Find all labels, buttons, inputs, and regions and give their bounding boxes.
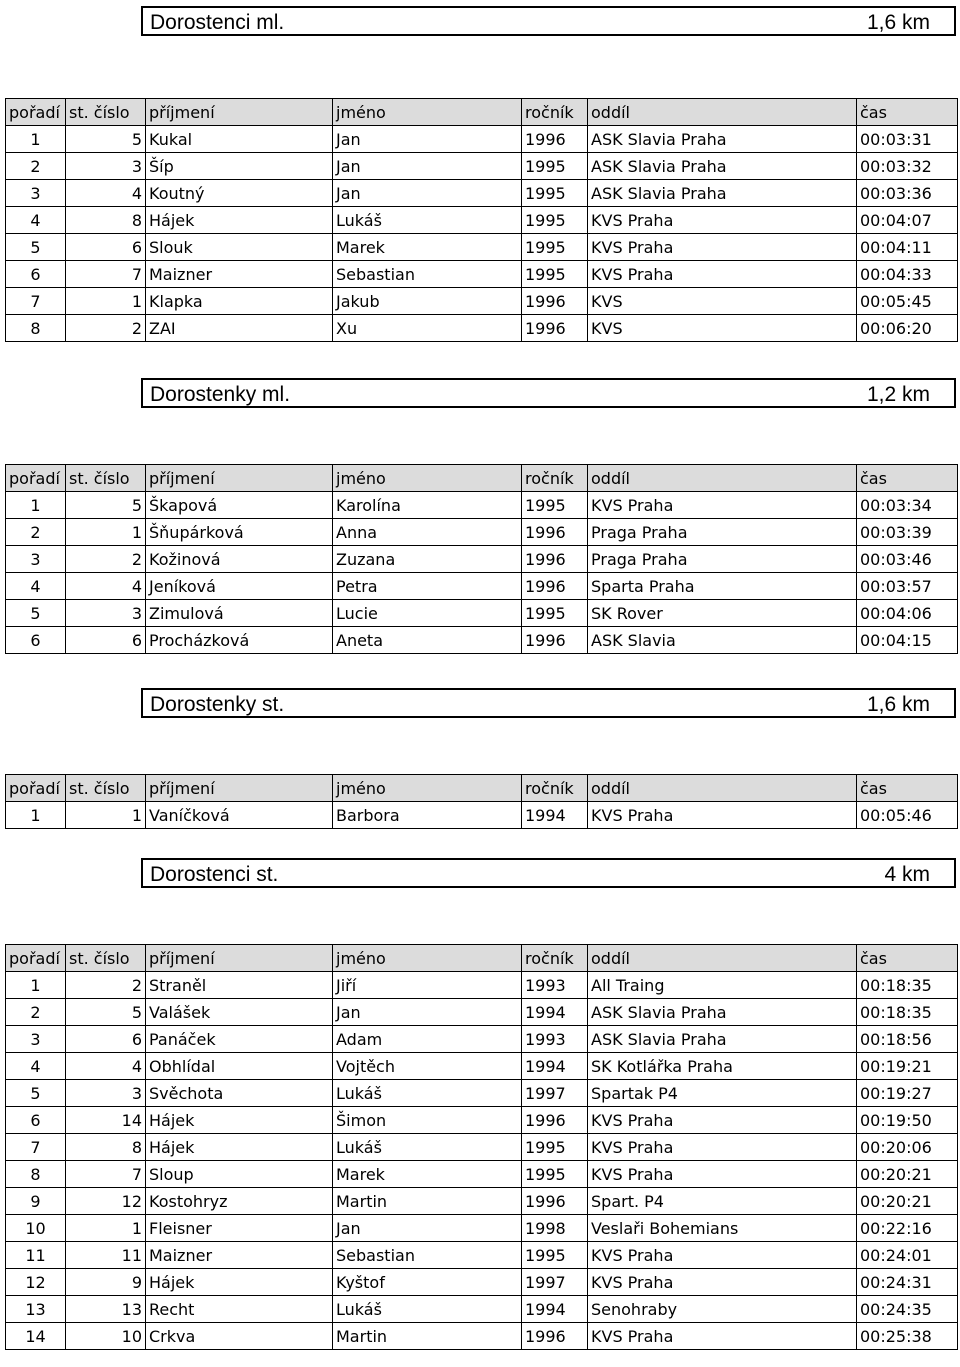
start-number-cell: 1: [66, 1215, 146, 1242]
surname-cell: Škapová: [146, 492, 333, 519]
first-name-cell: Lukáš: [333, 1296, 522, 1323]
start-number-cell: 12: [66, 1188, 146, 1215]
birth-year-cell: 1996: [522, 573, 588, 600]
time-cell: 00:04:06: [857, 600, 958, 627]
results-table: [5, 98, 958, 342]
club-cell: KVS Praha: [588, 207, 857, 234]
section-title: [141, 858, 956, 888]
time-cell: 00:05:45: [857, 288, 958, 315]
table-row: [6, 546, 958, 573]
birth-year-cell: 1996: [522, 1188, 588, 1215]
column-header-club: oddíl: [588, 775, 857, 802]
table-row: [6, 1242, 958, 1269]
table-row: [6, 1188, 958, 1215]
birth-year-cell: 1996: [522, 1323, 588, 1350]
column-header-first-name: jméno: [333, 945, 522, 972]
club-cell: All Traing: [588, 972, 857, 999]
position-cell: 7: [6, 1134, 66, 1161]
column-header-time: čas: [857, 775, 958, 802]
surname-cell: Obhlídal: [146, 1053, 333, 1080]
table-row: [6, 627, 958, 654]
table-row: [6, 1026, 958, 1053]
birth-year-cell: 1995: [522, 492, 588, 519]
time-cell: 00:03:34: [857, 492, 958, 519]
first-name-cell: Karolína: [333, 492, 522, 519]
column-header-start-number: st. číslo: [66, 465, 146, 492]
time-cell: 00:24:35: [857, 1296, 958, 1323]
surname-cell: Šíp: [146, 153, 333, 180]
column-header-time: čas: [857, 465, 958, 492]
time-cell: 00:20:06: [857, 1134, 958, 1161]
position-cell: 1: [6, 972, 66, 999]
first-name-cell: Zuzana: [333, 546, 522, 573]
surname-cell: Recht: [146, 1296, 333, 1323]
club-cell: KVS: [588, 288, 857, 315]
surname-cell: Maizner: [146, 261, 333, 288]
start-number-cell: 1: [66, 802, 146, 829]
time-cell: 00:19:27: [857, 1080, 958, 1107]
first-name-cell: Anna: [333, 519, 522, 546]
time-cell: 00:05:46: [857, 802, 958, 829]
start-number-cell: 5: [66, 999, 146, 1026]
surname-cell: Vaníčková: [146, 802, 333, 829]
position-cell: 1: [6, 802, 66, 829]
start-number-cell: 2: [66, 315, 146, 342]
club-cell: KVS Praha: [588, 1269, 857, 1296]
club-cell: SK Rover: [588, 600, 857, 627]
start-number-cell: 5: [66, 492, 146, 519]
start-number-cell: 2: [66, 546, 146, 573]
club-cell: KVS Praha: [588, 1107, 857, 1134]
club-cell: KVS Praha: [588, 1134, 857, 1161]
category-name: Dorostenky ml.: [150, 383, 291, 406]
birth-year-cell: 1996: [522, 315, 588, 342]
table-header-row: [6, 945, 958, 972]
position-cell: 4: [6, 1053, 66, 1080]
column-header-position: pořadí: [6, 775, 66, 802]
table-row: [6, 126, 958, 153]
time-cell: 00:06:20: [857, 315, 958, 342]
club-cell: KVS Praha: [588, 234, 857, 261]
club-cell: SK Kotlářka Praha: [588, 1053, 857, 1080]
table-row: [6, 492, 958, 519]
surname-cell: Hájek: [146, 1107, 333, 1134]
time-cell: 00:18:35: [857, 972, 958, 999]
position-cell: 2: [6, 153, 66, 180]
position-cell: 5: [6, 600, 66, 627]
column-header-surname: příjmení: [146, 775, 333, 802]
column-header-start-number: st. číslo: [66, 945, 146, 972]
position-cell: 8: [6, 1161, 66, 1188]
column-header-position: pořadí: [6, 945, 66, 972]
surname-cell: Slouk: [146, 234, 333, 261]
column-header-position: pořadí: [6, 465, 66, 492]
birth-year-cell: 1995: [522, 261, 588, 288]
time-cell: 00:20:21: [857, 1188, 958, 1215]
position-cell: 3: [6, 180, 66, 207]
position-cell: 6: [6, 1107, 66, 1134]
club-cell: Praga Praha: [588, 546, 857, 573]
table-row: [6, 1215, 958, 1242]
position-cell: 1: [6, 492, 66, 519]
club-cell: KVS Praha: [588, 802, 857, 829]
column-header-club: oddíl: [588, 945, 857, 972]
birth-year-cell: 1995: [522, 1161, 588, 1188]
table-row: [6, 600, 958, 627]
table-row: [6, 1296, 958, 1323]
start-number-cell: 4: [66, 573, 146, 600]
table-row: [6, 999, 958, 1026]
birth-year-cell: 1995: [522, 153, 588, 180]
column-header-start-number: st. číslo: [66, 775, 146, 802]
table-header-row: [6, 465, 958, 492]
time-cell: 00:19:50: [857, 1107, 958, 1134]
table-row: [6, 1269, 958, 1296]
position-cell: 6: [6, 261, 66, 288]
first-name-cell: Marek: [333, 1161, 522, 1188]
section-title: [141, 6, 956, 36]
results-table: [5, 774, 958, 829]
club-cell: ASK Slavia Praha: [588, 180, 857, 207]
birth-year-cell: 1996: [522, 126, 588, 153]
time-cell: 00:04:07: [857, 207, 958, 234]
first-name-cell: Jiří: [333, 972, 522, 999]
surname-cell: Jeníková: [146, 573, 333, 600]
surname-cell: Klapka: [146, 288, 333, 315]
surname-cell: Hájek: [146, 1269, 333, 1296]
first-name-cell: Jan: [333, 153, 522, 180]
column-header-first-name: jméno: [333, 99, 522, 126]
club-cell: Senohraby: [588, 1296, 857, 1323]
results-table: [5, 944, 958, 1350]
start-number-cell: 2: [66, 972, 146, 999]
surname-cell: Procházková: [146, 627, 333, 654]
first-name-cell: Šimon: [333, 1107, 522, 1134]
club-cell: KVS Praha: [588, 1323, 857, 1350]
club-cell: KVS Praha: [588, 261, 857, 288]
category-name: Dorostenci st.: [150, 863, 279, 886]
column-header-birth-year: ročník: [522, 465, 588, 492]
birth-year-cell: 1995: [522, 207, 588, 234]
race-distance: 1,6 km: [866, 11, 930, 34]
position-cell: 11: [6, 1242, 66, 1269]
first-name-cell: Marek: [333, 234, 522, 261]
position-cell: 5: [6, 234, 66, 261]
birth-year-cell: 1995: [522, 234, 588, 261]
time-cell: 00:04:33: [857, 261, 958, 288]
table-header-row: [6, 775, 958, 802]
start-number-cell: 6: [66, 1026, 146, 1053]
time-cell: 00:22:16: [857, 1215, 958, 1242]
surname-cell: Crkva: [146, 1323, 333, 1350]
column-header-time: čas: [857, 945, 958, 972]
birth-year-cell: 1994: [522, 802, 588, 829]
first-name-cell: Barbora: [333, 802, 522, 829]
position-cell: 14: [6, 1323, 66, 1350]
first-name-cell: Jan: [333, 1215, 522, 1242]
position-cell: 5: [6, 1080, 66, 1107]
birth-year-cell: 1997: [522, 1080, 588, 1107]
birth-year-cell: 1993: [522, 1026, 588, 1053]
race-distance: 1,6 km: [866, 693, 930, 716]
results-table: [5, 464, 958, 654]
position-cell: 4: [6, 207, 66, 234]
first-name-cell: Sebastian: [333, 1242, 522, 1269]
position-cell: 12: [6, 1269, 66, 1296]
race-distance: 1,2 km: [866, 383, 930, 406]
first-name-cell: Lukáš: [333, 1134, 522, 1161]
section-title: [141, 378, 956, 408]
first-name-cell: Jan: [333, 180, 522, 207]
time-cell: 00:03:31: [857, 126, 958, 153]
column-header-first-name: jméno: [333, 465, 522, 492]
first-name-cell: Petra: [333, 573, 522, 600]
start-number-cell: 7: [66, 261, 146, 288]
start-number-cell: 1: [66, 519, 146, 546]
column-header-club: oddíl: [588, 465, 857, 492]
first-name-cell: Lucie: [333, 600, 522, 627]
start-number-cell: 6: [66, 627, 146, 654]
club-cell: ASK Slavia Praha: [588, 126, 857, 153]
surname-cell: Hájek: [146, 1134, 333, 1161]
time-cell: 00:03:36: [857, 180, 958, 207]
start-number-cell: 7: [66, 1161, 146, 1188]
start-number-cell: 8: [66, 1134, 146, 1161]
time-cell: 00:20:21: [857, 1161, 958, 1188]
table-row: [6, 519, 958, 546]
time-cell: 00:25:38: [857, 1323, 958, 1350]
column-header-time: čas: [857, 99, 958, 126]
column-header-birth-year: ročník: [522, 99, 588, 126]
surname-cell: Kostohryz: [146, 1188, 333, 1215]
start-number-cell: 1: [66, 288, 146, 315]
surname-cell: ZAI: [146, 315, 333, 342]
club-cell: Veslaři Bohemians: [588, 1215, 857, 1242]
club-cell: KVS: [588, 315, 857, 342]
surname-cell: Zimulová: [146, 600, 333, 627]
birth-year-cell: 1996: [522, 546, 588, 573]
time-cell: 00:18:35: [857, 999, 958, 1026]
surname-cell: Fleisner: [146, 1215, 333, 1242]
surname-cell: Svěchota: [146, 1080, 333, 1107]
birth-year-cell: 1996: [522, 627, 588, 654]
first-name-cell: Jakub: [333, 288, 522, 315]
first-name-cell: Sebastian: [333, 261, 522, 288]
table-row: [6, 1323, 958, 1350]
position-cell: 4: [6, 573, 66, 600]
club-cell: Sparta Praha: [588, 573, 857, 600]
birth-year-cell: 1994: [522, 999, 588, 1026]
start-number-cell: 3: [66, 153, 146, 180]
column-header-surname: příjmení: [146, 945, 333, 972]
birth-year-cell: 1994: [522, 1296, 588, 1323]
table-row: [6, 153, 958, 180]
position-cell: 2: [6, 519, 66, 546]
start-number-cell: 5: [66, 126, 146, 153]
start-number-cell: 8: [66, 207, 146, 234]
first-name-cell: Xu: [333, 315, 522, 342]
start-number-cell: 14: [66, 1107, 146, 1134]
birth-year-cell: 1995: [522, 1134, 588, 1161]
table-row: [6, 972, 958, 999]
start-number-cell: 4: [66, 180, 146, 207]
surname-cell: Koutný: [146, 180, 333, 207]
club-cell: ASK Slavia Praha: [588, 1026, 857, 1053]
start-number-cell: 4: [66, 1053, 146, 1080]
surname-cell: Valášek: [146, 999, 333, 1026]
club-cell: KVS Praha: [588, 492, 857, 519]
position-cell: 13: [6, 1296, 66, 1323]
table-row: [6, 180, 958, 207]
category-name: Dorostenky st.: [150, 693, 285, 716]
club-cell: KVS Praha: [588, 1242, 857, 1269]
column-header-surname: příjmení: [146, 99, 333, 126]
race-distance: 4 km: [884, 863, 930, 886]
start-number-cell: 10: [66, 1323, 146, 1350]
column-header-club: oddíl: [588, 99, 857, 126]
category-name: Dorostenci ml.: [150, 11, 285, 34]
first-name-cell: Jan: [333, 126, 522, 153]
time-cell: 00:24:01: [857, 1242, 958, 1269]
surname-cell: Šňupárková: [146, 519, 333, 546]
start-number-cell: 3: [66, 1080, 146, 1107]
surname-cell: Sloup: [146, 1161, 333, 1188]
section-title: [141, 688, 956, 718]
position-cell: 7: [6, 288, 66, 315]
surname-cell: Panáček: [146, 1026, 333, 1053]
position-cell: 6: [6, 627, 66, 654]
table-row: [6, 1107, 958, 1134]
time-cell: 00:04:11: [857, 234, 958, 261]
first-name-cell: Jan: [333, 999, 522, 1026]
time-cell: 00:18:56: [857, 1026, 958, 1053]
time-cell: 00:03:57: [857, 573, 958, 600]
club-cell: Praga Praha: [588, 519, 857, 546]
first-name-cell: Lukáš: [333, 207, 522, 234]
table-row: [6, 1080, 958, 1107]
column-header-birth-year: ročník: [522, 945, 588, 972]
table-row: [6, 1053, 958, 1080]
first-name-cell: Kyštof: [333, 1269, 522, 1296]
surname-cell: Straněl: [146, 972, 333, 999]
position-cell: 3: [6, 1026, 66, 1053]
start-number-cell: 6: [66, 234, 146, 261]
table-row: [6, 315, 958, 342]
birth-year-cell: 1995: [522, 600, 588, 627]
table-header-row: [6, 99, 958, 126]
table-row: [6, 1161, 958, 1188]
birth-year-cell: 1998: [522, 1215, 588, 1242]
surname-cell: Hájek: [146, 207, 333, 234]
table-row: [6, 207, 958, 234]
club-cell: Spartak P4: [588, 1080, 857, 1107]
birth-year-cell: 1996: [522, 519, 588, 546]
start-number-cell: 11: [66, 1242, 146, 1269]
start-number-cell: 13: [66, 1296, 146, 1323]
position-cell: 10: [6, 1215, 66, 1242]
first-name-cell: Vojtěch: [333, 1053, 522, 1080]
table-row: [6, 288, 958, 315]
start-number-cell: 9: [66, 1269, 146, 1296]
surname-cell: Kožinová: [146, 546, 333, 573]
time-cell: 00:19:21: [857, 1053, 958, 1080]
time-cell: 00:03:32: [857, 153, 958, 180]
column-header-position: pořadí: [6, 99, 66, 126]
start-number-cell: 3: [66, 600, 146, 627]
time-cell: 00:24:31: [857, 1269, 958, 1296]
position-cell: 2: [6, 999, 66, 1026]
first-name-cell: Martin: [333, 1188, 522, 1215]
position-cell: 1: [6, 126, 66, 153]
first-name-cell: Adam: [333, 1026, 522, 1053]
column-header-surname: příjmení: [146, 465, 333, 492]
time-cell: 00:03:39: [857, 519, 958, 546]
birth-year-cell: 1994: [522, 1053, 588, 1080]
table-row: [6, 573, 958, 600]
first-name-cell: Aneta: [333, 627, 522, 654]
birth-year-cell: 1995: [522, 180, 588, 207]
table-row: [6, 1134, 958, 1161]
position-cell: 3: [6, 546, 66, 573]
club-cell: ASK Slavia Praha: [588, 153, 857, 180]
club-cell: Spart. P4: [588, 1188, 857, 1215]
surname-cell: Kukal: [146, 126, 333, 153]
birth-year-cell: 1996: [522, 288, 588, 315]
first-name-cell: Lukáš: [333, 1080, 522, 1107]
first-name-cell: Martin: [333, 1323, 522, 1350]
column-header-birth-year: ročník: [522, 775, 588, 802]
birth-year-cell: 1993: [522, 972, 588, 999]
position-cell: 8: [6, 315, 66, 342]
birth-year-cell: 1996: [522, 1107, 588, 1134]
time-cell: 00:03:46: [857, 546, 958, 573]
birth-year-cell: 1997: [522, 1269, 588, 1296]
table-row: [6, 234, 958, 261]
column-header-start-number: st. číslo: [66, 99, 146, 126]
time-cell: 00:04:15: [857, 627, 958, 654]
surname-cell: Maizner: [146, 1242, 333, 1269]
birth-year-cell: 1995: [522, 1242, 588, 1269]
table-row: [6, 261, 958, 288]
club-cell: ASK Slavia: [588, 627, 857, 654]
club-cell: KVS Praha: [588, 1161, 857, 1188]
column-header-first-name: jméno: [333, 775, 522, 802]
club-cell: ASK Slavia Praha: [588, 999, 857, 1026]
position-cell: 9: [6, 1188, 66, 1215]
table-row: [6, 802, 958, 829]
